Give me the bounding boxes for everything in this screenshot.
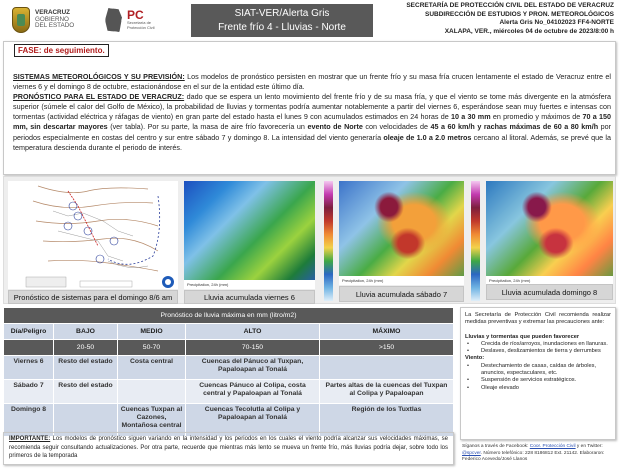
forecast-highlight: 45 a 60 km/h y rachas máximas de 60 a 80 km/h [430,122,599,132]
list-item: • Destechamiento de casas, caídas de árboles, anuncios, espectaculares, etc. [465,363,611,378]
systems-text: Los modelos de pronóstico persisten en mostrar que un frente frío y su masa fría crucen lentamente el estado de Veracruz entre el viernes 6 y el domingo 8 de octubre, estacionándose en el sur de la entidad este último día. [13,72,612,92]
forecast-highlight: 10 a 30 mm [451,112,491,122]
forecast-highlight: 70 a 150 mm, sin descartar mayores [13,112,611,132]
header-medio: MEDIO [118,324,186,340]
important-note [3,432,454,465]
organization-info [378,2,614,36]
list-item: • Oleaje elevado [465,385,611,392]
rain-map-sunday-image [486,181,613,285]
forecast-heading: PRONÓSTICO PARA EL ESTADO DE VERACRUZ: [13,92,185,102]
precipitation-scale-bar [324,181,333,301]
list-item: • Suspensión de servicios estratégicos. [465,377,611,384]
forecast-text: con velocidades de [362,122,431,132]
pc-logo-line2: Protección Civil [127,24,155,30]
forecast-text: por periodos especialmente en costas del centro y sur entre sábado 7 y domingo 8. La intensidad del viento generaría [13,122,612,142]
list-item: • Crecida de ríos/arroyos, inundaciones en llanuras. [465,341,611,348]
list-item: • Deslaves, deslizamientos de tierra y derrumbes [465,348,611,355]
range-bajo: 20-50 [54,340,118,356]
alert-subtitle: Frente frío 4 - Lluvias - Norte [218,22,346,33]
rain-risks-list [465,341,611,356]
cell-day: Viernes 6 [4,356,54,380]
cell-alto: Cuencas del Pánuco al Tuxpan, Papaloapan al Tonalá [186,356,320,380]
systems-heading: SISTEMAS METEOROLÓGICOS Y SU PREVISIÓN: [13,72,185,81]
cell-medio: Costa central [118,356,186,380]
org-name: SECRETARÍA DE PROTECCIÓN CIVIL DEL ESTADO DE VERACRUZ [406,2,614,9]
facebook-link[interactable]: Coor. Protección Civil [529,444,576,449]
rain-map-saturday-image [339,181,464,285]
cell-medio: Cuencas Tuxpan al Cazones, Montañosa central [118,404,186,437]
important-heading: IMPORTANTE: [9,436,51,442]
cell-maximo: Partes altas de la cuencas del Tuxpan al Colipa y Papaloapan [320,380,454,404]
forecast-text-box [3,41,616,175]
image-caption-friday: Lluvia acumulada viernes 6 [184,290,315,304]
table-row [4,356,454,380]
forecast-highlight: evento de Norte [307,122,363,132]
veracruz-logo-line1: VERACRUZ [35,9,70,17]
cell-alto: Cuencas Tecolutla al Colipa y Papaloapan al Tonalá [186,404,320,437]
rain-map-label: Precipitation, 24h (mm) [486,276,613,285]
forecast-images-row [3,176,616,304]
wind-risks-heading: Viento: [465,355,485,362]
cell-day: Sábado 7 [4,380,54,404]
contact-info [462,444,616,464]
pc-logo-line1: Secretaría de [127,20,152,25]
phase-label: FASE: de seguimiento. [14,44,109,57]
proteccion-civil-logo [105,5,180,35]
org-subdirection: SUBDIRECCIÓN DE ESTUDIOS Y PRON. METEOROLÓGICOS [424,10,614,18]
rain-map-label: Precipitation, 24h (mm) [184,280,315,289]
rain-forecast-table [3,307,454,437]
contact-text: y en Twitter: [575,444,603,449]
range-alto: 70-150 [186,340,320,356]
range-empty [4,340,54,356]
forecast-text: (ver tabla). Por su parte, la masa de aire frío favorecería un [107,122,308,132]
veracruz-logo-line2: GOBIERNO [35,15,69,23]
veracruz-government-logo [12,5,87,35]
header-maximo: MÁXIMO [320,324,454,340]
image-caption-systems: Pronóstico de sistemas para el domingo 8/6 am [8,290,178,304]
state-map-icon [105,8,122,32]
forecast-text: cercano al litoral. Además, se prevé que la temperatura descienda durante el periodo de interés. [13,132,612,152]
cell-maximo: Región de los Tuxtlas [320,404,454,437]
veracruz-logo-line3: DEL ESTADO [35,22,75,30]
recommendations-intro: La Secretaría de Protección Civil recomienda realizar medidas preventivas y extremar las precauciones ante: [465,312,611,326]
contact-text: Síganos a través de Facebook: [462,444,530,449]
header [0,0,620,40]
forecast-text: en promedio y máximos de [490,112,583,122]
cell-day: Domingo 8 [4,404,54,437]
surface-systems-chart-image [8,181,178,289]
pc-logo-abbr: PC [127,8,144,22]
forecast-text: dado que se espera un lento movimiento del frente frío y de su masa fría, y que el viento se tome más divergente en la atmósfera superior (súmele el calor del Golfo de México), la probabilidad de lluvias y tormentas podría aumentar notablemente a partir del viernes 6, esperándose sean muy fuertes e intensas con tormentas (actividad eléctrica y ráfagas de viento) en gran parte del estado hasta el lunes 9 con acumulados estimados en 24 horas de [13,92,611,122]
forecast-highlight: oleaje de 1.0 a 2.0 metros [383,132,472,142]
cell-maximo [320,356,454,380]
table-row [4,380,454,404]
wind-risks-list [465,363,611,392]
cell-bajo: Resto del estado [54,356,118,380]
weather-systems-map [8,181,178,289]
cell-alto: Cuencas Pánuco al Colipa, costa central y Papaloapan al Tonalá [186,380,320,404]
alert-title: SIAT-VER/Alerta Gris [234,8,330,19]
image-caption-saturday: Lluvia acumulada sábado 7 [339,286,464,302]
contact-text: . Número telefónico: 228 8186812 Ext. 21142. Elaboraron: Federico Acevedo/José Llanos [462,450,605,462]
alert-title-box [191,4,373,37]
image-caption-sunday: Lluvia acumulada domingo 8 [486,284,613,300]
range-maximo: >150 [320,340,454,356]
cell-medio [118,380,186,404]
header-alto: ALTO [186,324,320,340]
coat-of-arms-icon [12,7,30,33]
table-title: Pronóstico de lluvia máxima en mm (litro/m2) [4,308,454,324]
rain-map-label: Precipitation, 24h (mm) [339,276,464,285]
important-text: Los modelos de pronóstico siguen variando en la intensidad y los periodos en los cuales el viento podría alcanzar sus velocidades máximas, se recomienda seguir consultando actualizaciones. Por otra parte, recuerde que mientras más lento se mueva un frente frío, más lluvias podría dejar, sobre todo los primeros de la temporada [9,436,448,460]
recommendations-box [460,307,616,440]
header-day: Día/Peligro [4,324,54,340]
issue-date: XALAPA, VER., miércoles 04 de octubre de 2023/8:00 h [444,27,614,35]
twitter-link[interactable]: @spcver [462,450,481,456]
rain-risks-heading: Lluvias y tormentas que pueden favorecer [465,333,580,340]
cell-bajo: Resto del estado [54,380,118,404]
rain-map-friday-image [184,181,315,289]
header-bajo: BAJO [54,324,118,340]
forecast-paragraph [13,72,611,153]
precipitation-scale-bar [471,181,480,301]
alert-number: Alerta Gris No_04102023 FF4-NORTE [499,19,614,26]
range-medio: 50-70 [118,340,186,356]
